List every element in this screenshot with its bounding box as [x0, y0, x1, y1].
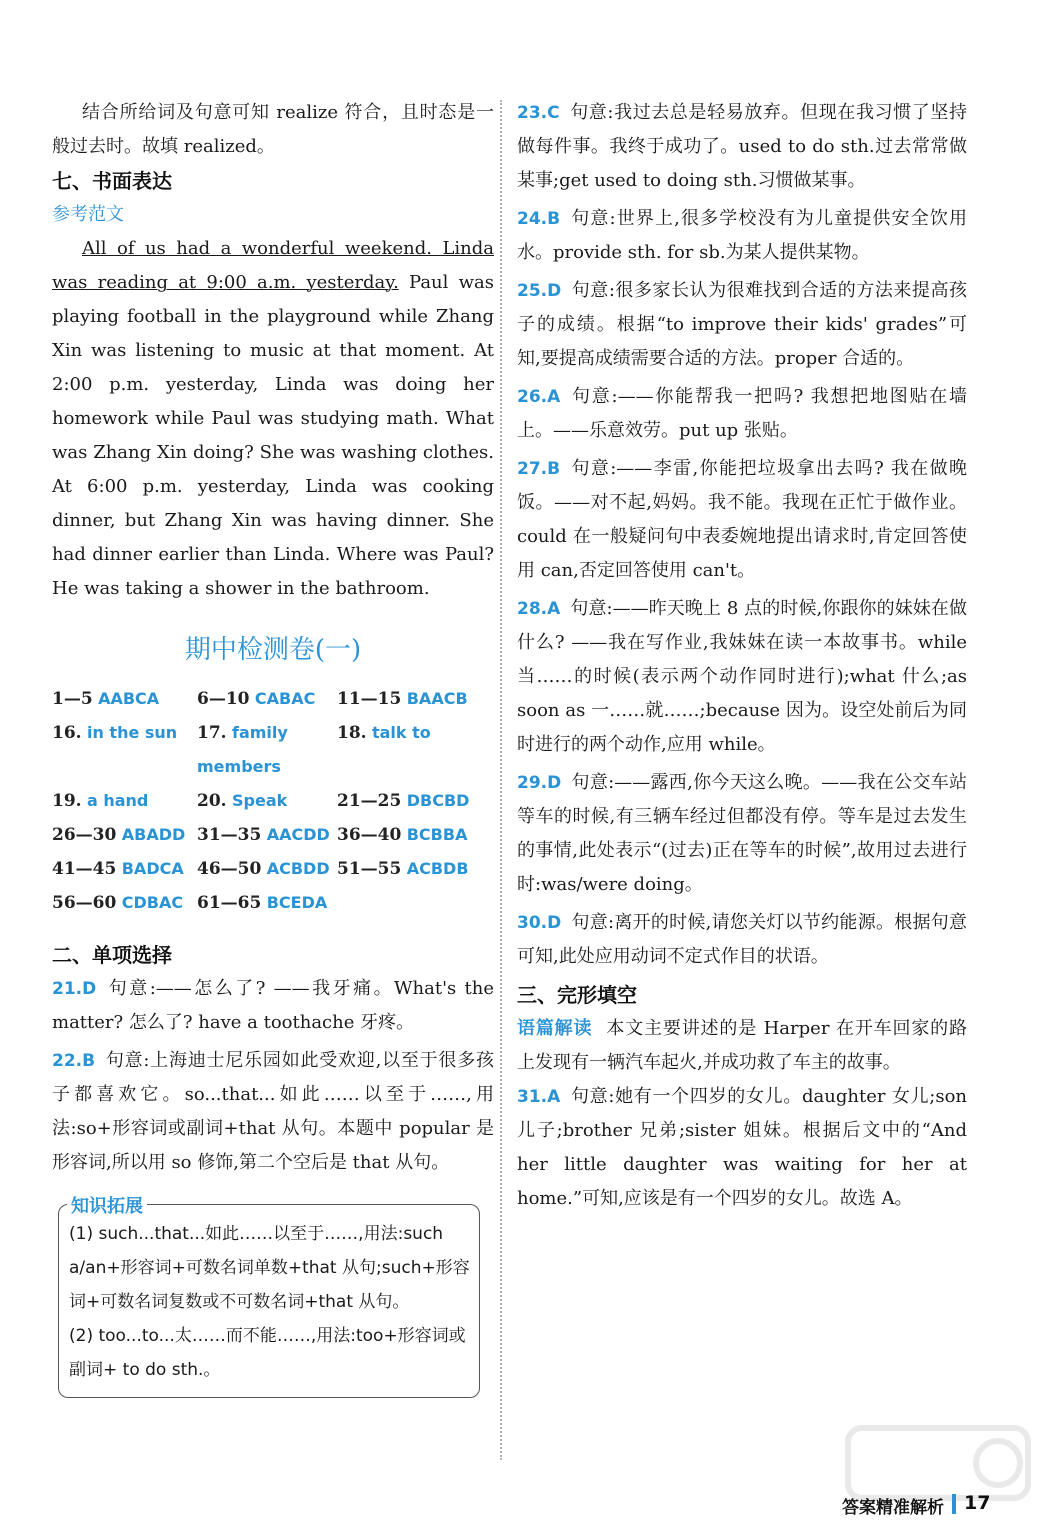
question-tag: 21.D: [52, 979, 97, 999]
section-3-title: 三、完形填空: [517, 983, 637, 1007]
question-tag: 26.A: [517, 387, 561, 407]
answer-cell: [337, 716, 487, 784]
question-item: [517, 380, 967, 448]
question-explanation: 句意:——怎么了? ——我牙痛。What's the matter? 怎么了? have a toothache 牙疼。: [52, 978, 494, 1033]
question-tag: 22.B: [52, 1051, 96, 1071]
answer-value: Speak: [231, 791, 288, 810]
sample-essay: [52, 232, 494, 606]
knowledge-extension-box: [58, 1196, 480, 1398]
answer-number: 6—10: [197, 689, 250, 709]
answer-cell: [52, 852, 197, 886]
answer-value: in the sun: [86, 723, 178, 742]
answer-number: 61—65: [197, 893, 262, 913]
question-item: [517, 906, 967, 974]
section-7-title: 七、书面表达: [52, 169, 172, 193]
answer-cell: [337, 818, 487, 852]
answer-row: [52, 852, 494, 886]
left-column: [52, 96, 494, 1398]
answer-cell: [337, 784, 487, 818]
question-item: [517, 452, 967, 588]
answer-row: [52, 886, 494, 920]
answer-cell: [197, 716, 337, 784]
answer-row: [52, 682, 494, 716]
answer-value: AACDD: [266, 825, 330, 844]
answer-value: BCBBA: [406, 825, 468, 844]
question-explanation: 句意:——露西,你今天这么晚。——我在公交车站等车的时候,有三辆车经过但都没有停。等车是过去发生的事情,此处表示“(过去)正在等车的时候”,故用过去进行时:was/were doing。: [517, 772, 967, 895]
question-tag: 30.D: [517, 913, 562, 933]
answer-key-grid: [52, 682, 494, 920]
answer-cell: [197, 784, 337, 818]
answer-number: 46—50: [197, 859, 262, 879]
answer-cell: [52, 784, 197, 818]
question-item: [517, 766, 967, 902]
reading-analysis-tag: 语篇解读: [517, 1018, 593, 1039]
question-tag: 25.D: [517, 281, 562, 301]
answer-number: 36—40: [337, 825, 402, 845]
question-list: [517, 96, 967, 974]
footer-label: 答案精准解析: [842, 1498, 944, 1518]
answer-value: BADCA: [121, 859, 184, 878]
question-explanation: 句意:她有一个四岁的女儿。daughter 女儿;son 儿子;brother 兄弟;sister 姐妹。根据后文中的“And her little daughter was waiting for her at home.”可知,应该是有一个四岁的女儿。故选 A。: [517, 1086, 967, 1209]
question-explanation: 句意:——李雷,你能把垃圾拿出去吗? 我在做晚饭。——对不起,妈妈。我不能。我现在正忙于做作业。could 在一般疑问句中表委婉地提出请求时,肯定回答使用 can,否定回答使用 can't。: [517, 458, 967, 581]
question-tag: 27.B: [517, 459, 561, 479]
answer-cell: [52, 818, 197, 852]
question-21: [52, 972, 494, 1040]
question-tag: 24.B: [517, 209, 561, 229]
answer-row: [52, 784, 494, 818]
answer-number: 1—5: [52, 689, 93, 709]
answer-cell: [337, 682, 487, 716]
question-22: [52, 1044, 494, 1180]
answer-value: CDBAC: [121, 893, 184, 912]
question-explanation: 句意:世界上,很多学校没有为儿童提供安全饮用水。provide sth. for sb.为某人提供某物。: [517, 208, 967, 263]
answer-cell: [52, 682, 197, 716]
footer-accent-bar: [952, 1494, 956, 1514]
extension-line-2: (2) too...to...太……而不能……,用法:too+形容词或副词+ to do sth.。: [69, 1326, 466, 1380]
essay-body-text: Paul was playing football in the playground while Zhang Xin was listening to music at that moment. At 2:00 p.m. yesterday, Linda was doing her homework while Paul was studying math. What was Zhang Xin doing? She was washing clothes. At 6:00 p.m. yesterday, Linda was cooking dinner, but Zhang Xin was having dinner. She had dinner earlier than Linda. Where was Paul? He was taking a shower in the bathroom.: [52, 272, 494, 599]
question-tag: 28.A: [517, 599, 561, 619]
answer-cell: [197, 818, 337, 852]
answer-cell: [52, 716, 197, 784]
question-explanation: 句意:我过去总是轻易放弃。但现在我习惯了坚持做每件事。我终于成功了。used to do sth.过去常常做某事;get used to doing sth.习惯做某事。: [517, 102, 967, 191]
question-item: [517, 592, 967, 762]
question-tag: 23.C: [517, 103, 560, 123]
question-31: [517, 1080, 967, 1216]
answer-number: 16.: [52, 723, 82, 743]
answer-cell: [197, 682, 337, 716]
answer-cell: [52, 886, 197, 920]
exam-title: 期中检测卷(一): [184, 635, 362, 665]
question-item: [517, 96, 967, 198]
answer-number: 56—60: [52, 893, 117, 913]
answer-cell: [337, 852, 487, 886]
reading-analysis-text: 本文主要讲述的是 Harper 在开车回家的路上发现有一辆汽车起火,并成功救了车主的故事。: [517, 1018, 968, 1073]
answer-row: [52, 716, 494, 784]
question-explanation: 句意:很多家长认为很难找到合适的方法来提高孩子的成绩。根据“to improve their kids' grades”可知,要提高成绩需要合适的方法。proper 合适的。: [517, 280, 967, 369]
section-2-title: 二、单项选择: [52, 943, 172, 967]
answer-value: ACBDD: [266, 859, 330, 878]
answer-row: [52, 818, 494, 852]
answer-number: 17.: [197, 723, 227, 743]
answer-value: AABCA: [98, 689, 160, 708]
answer-value: CABAC: [254, 689, 316, 708]
answer-number: 18.: [337, 723, 367, 743]
answer-value: talk to: [371, 723, 431, 742]
answer-value: ABADD: [121, 825, 186, 844]
extension-line-1: (1) such...that...如此……以至于……,用法:such a/an+形容词+可数名词单数+that 从句;such+形容词+可数名词复数或不可数名词+that 从句。: [69, 1224, 470, 1312]
answer-cell: [197, 886, 337, 920]
right-column: [517, 96, 967, 1220]
question-explanation: 句意:离开的时候,请您关灯以节约能源。根据句意可知,此处应用动词不定式作目的状语。: [517, 912, 967, 967]
question-tag: 31.A: [517, 1087, 561, 1107]
answer-number: 26—30: [52, 825, 117, 845]
answer-number: 20.: [197, 791, 227, 811]
sample-essay-label: 参考范文: [52, 204, 124, 225]
question-tag: 29.D: [517, 773, 562, 793]
intro-paragraph: 结合所给词及句意可知 realize 符合，且时态是一般过去时。故填 realized。: [52, 102, 494, 157]
answer-value: BAACB: [406, 689, 468, 708]
column-divider: [500, 100, 502, 1460]
answer-value: BCEDA: [266, 893, 328, 912]
answer-number: 11—15: [337, 689, 402, 709]
question-explanation: 句意:——昨天晚上 8 点的时候,你跟你的妹妹在做什么? ——我在写作业,我妹妹在读一本故事书。while 当……的时候(表示两个动作同时进行);what 什么;as soon as 一……就……;because 因为。设空处前后为同时进行的两个动作,应用 while。: [517, 598, 967, 755]
reading-analysis: [517, 1012, 967, 1080]
answer-number: 41—45: [52, 859, 117, 879]
answer-value: DBCBD: [406, 791, 470, 810]
question-item: [517, 274, 967, 376]
answer-value: ACBDB: [406, 859, 469, 878]
answer-number: 21—25: [337, 791, 402, 811]
answer-number: 31—35: [197, 825, 262, 845]
question-explanation: 句意:上海迪士尼乐园如此受欢迎,以至于很多孩子都喜欢它。so...that...如此……以至于……,用法:so+形容词或副词+that 从句。本题中 popular 是形容词,所以用 so 修饰,第二个空后是 that 从句。: [52, 1050, 494, 1173]
answer-value: family members: [197, 723, 288, 776]
question-explanation: 句意:——你能帮我一把吗? 我想把地图贴在墙上。——乐意效劳。put up 张贴。: [517, 386, 967, 441]
answer-number: 51—55: [337, 859, 402, 879]
knowledge-extension-label: 知识拓展: [67, 1190, 147, 1224]
answer-value: a hand: [86, 791, 149, 810]
answer-number: 19.: [52, 791, 82, 811]
page-number: 17: [964, 1492, 991, 1514]
essay-underlined-text: All of us had a wonderful weekend. Linda was reading at 9:00 a.m. yesterday.: [52, 238, 494, 293]
question-item: [517, 202, 967, 270]
answer-cell: [197, 852, 337, 886]
